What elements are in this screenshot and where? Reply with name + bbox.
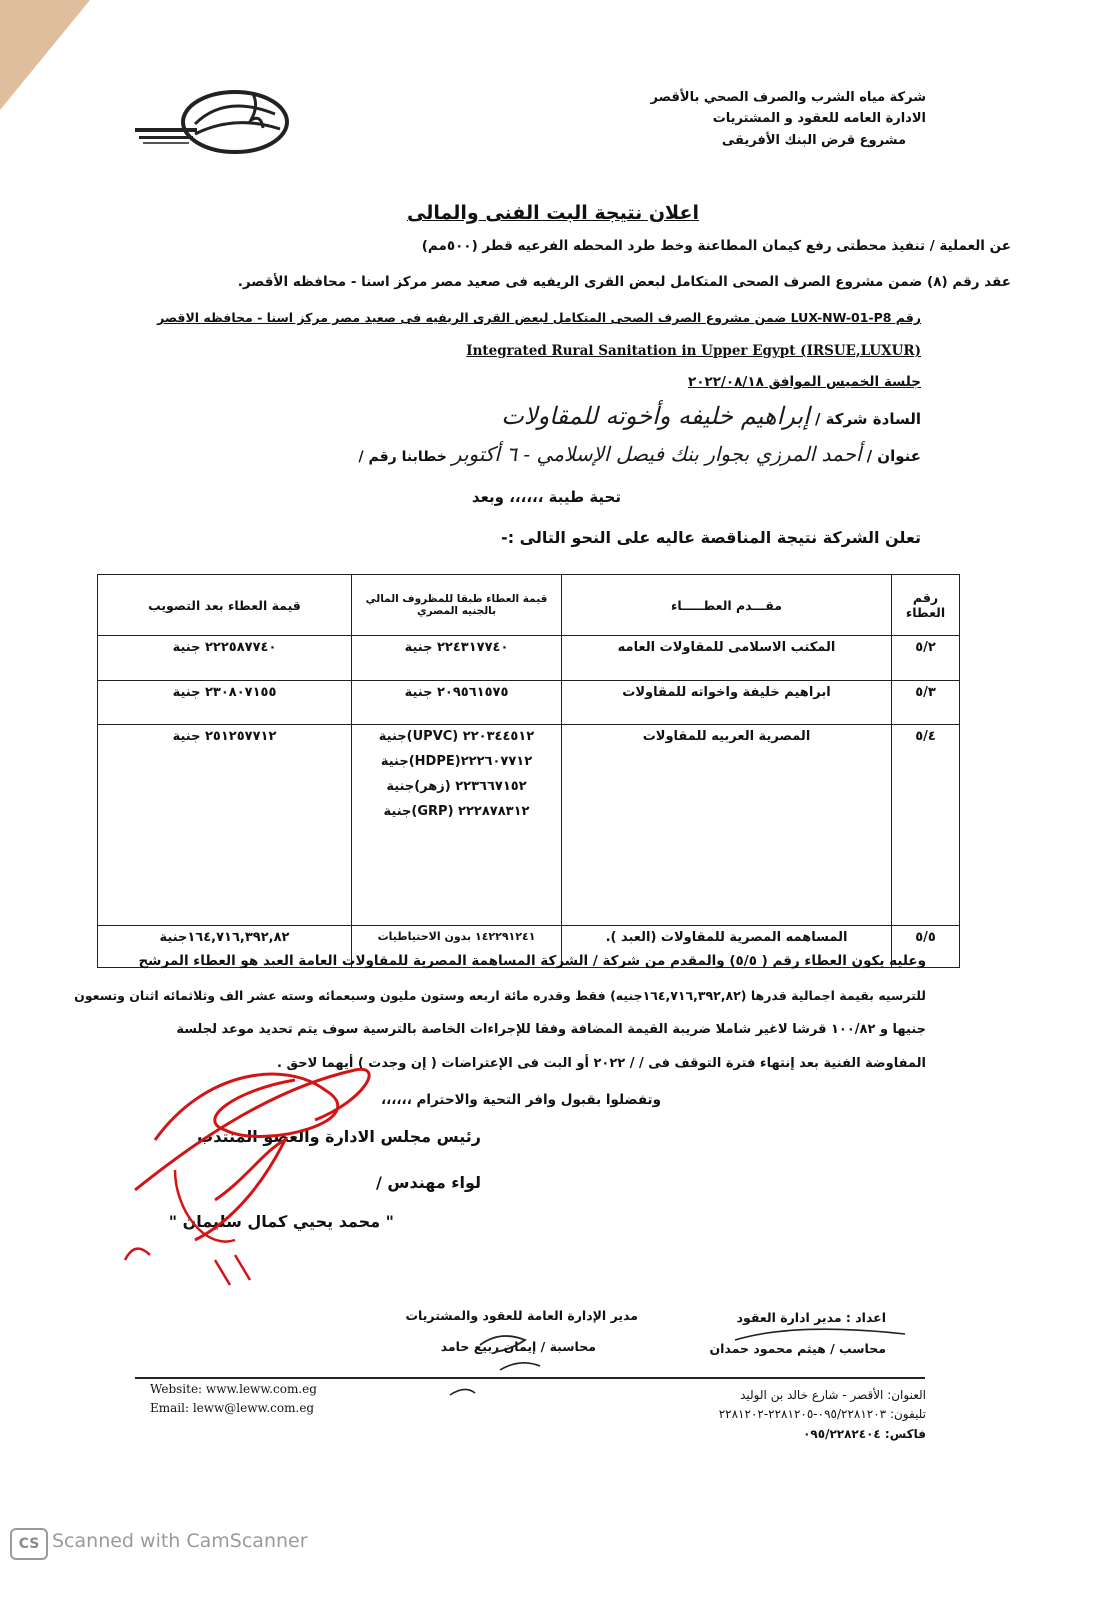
bid-value: ٢٢٤٣١٧٧٤٠ جنية	[404, 640, 509, 655]
english-project-name: Integrated Rural Sanitation in Upper Egypt (IRSUE,LUXUR)	[466, 343, 921, 359]
bidder-name: ابراهيم خليفة واخواته للمقاولات	[562, 680, 892, 725]
table-row	[98, 636, 960, 681]
letter-number-label: خطابنا رقم /	[358, 449, 447, 465]
table-row	[98, 680, 960, 725]
bid-number: ٥/٤	[892, 725, 960, 926]
bid-value: ٢٢٣٦٦٧١٥٢ (زهر)جنية	[386, 779, 527, 795]
addressee-address-label: عنوان /	[866, 447, 921, 465]
session-line: جلسة الخميس الموافق ٢٠٢٢/٠٨/١٨	[688, 374, 921, 390]
bid-value: ٢٢٢٦٠٧٧١٢(HDPE)جنية	[380, 754, 533, 770]
bid-value: ٢٢٠٣٤٤٥١٢ (UPVC)جنية	[378, 729, 535, 745]
addressee-company-line	[501, 402, 921, 430]
decision-line: للترسيه بقيمة اجمالية قدرها (١٦٤,٧١٦,٣٩٢,٨٢جنيه) فقط وقدره مائة اربعه وستون مليون وسبعمائه وسته عشر الف وثلاثمائه اثنان وتسعون	[74, 988, 926, 1003]
bid-value: ٢٠٩٥٦١٥٧٥ جنية	[404, 684, 509, 700]
col-header-value-corrected: قيمة العطاء بعد التصويب	[98, 575, 352, 636]
manager-signature	[730, 1320, 920, 1350]
announcement: تعلن الشركة نتيجة المناقصة عاليه على النحو التالى :-	[501, 528, 921, 547]
footer-fax: فاكس: ٠٩٥/٢٢٨٢٤٠٤	[803, 1427, 926, 1441]
bid-value-corrected: ٢٥١٢٥٧٧١٢ جنية	[98, 725, 352, 926]
page-title: اعلان نتيجة البت الفنى والمالى	[407, 202, 699, 224]
signatory-rank: لواء مهندس /	[375, 1173, 481, 1192]
bid-value-corrected: ٢٣٠٨٠٧١٥٥ جنية	[98, 680, 352, 725]
decision-line: وعليه يكون العطاء رقم ( ٥/٥) والمقدم من شركة / الشركة المساهمة المصرية للمقاولات العامة العبد هو العطاء المرشح	[138, 953, 926, 969]
bid-number: ٥/٥	[892, 926, 960, 968]
bid-number: ٥/٢	[892, 636, 960, 681]
addressee-address-handwritten: أحمد المرزي بجوار بنك فيصل الإسلامي - ٦ أكتوبر	[451, 442, 862, 466]
table-header-row	[98, 575, 960, 636]
bid-value-corrected: ٢٢٢٥٨٧٧٤٠ جنية	[98, 636, 352, 681]
prepared-by-name: محاسب / هيثم محمود حمدان	[709, 1341, 886, 1356]
general-manager-title: مدير الإدارة العامة للعقود والمشتريات	[405, 1308, 638, 1323]
bidder-name: المكتب الاسلامى للمقاولات العامه	[562, 636, 892, 681]
decision-line: المفاوضة الفنية بعد إنتهاء فترة التوقف فى / / ٢٠٢٢ أو البت فى الإعتراضات ( إن وجدت ) أيهما لاحق .	[277, 1056, 926, 1071]
col-header-bidder: مقـــدم العطـــــاء	[562, 575, 892, 636]
black-signature	[440, 1315, 600, 1405]
bid-value-opened	[352, 680, 562, 725]
bid-value-opened	[352, 725, 562, 926]
bid-value: ٢٢٢٨٧٨٣١٢ (GRP)جنية	[383, 804, 530, 820]
reference-line: رقم LUX-NW-01-P8 ضمن مشروع الصرف الصحى المتكامل لبعض القرى الريفيه فى صعيد مصر مركز اسنا - محافظه الاقصر	[157, 310, 921, 325]
footer-website: Website: www.leww.com.eg	[150, 1382, 317, 1396]
header-company: شركة مياه الشرب والصرف الصحي بالأقصر	[650, 90, 926, 105]
table-row	[98, 725, 960, 926]
decision-line: جنيها و ١٠٠/٨٢ قرشا لاغير شاملا ضريبة القيمة المضافة وفقا للإجراءات الخاصة بالترسية سوف يتم تحديد موعد لجلسة	[176, 1022, 926, 1037]
bidder-name: المساهمه المصرية للمقاولات (العبد ).	[562, 926, 892, 968]
prepared-by-title: اعداد : مدير ادارة العقود	[736, 1310, 886, 1325]
col-header-number: رقم العطاء	[892, 575, 960, 636]
bid-value-opened	[352, 636, 562, 681]
contract-line: عقد رقم (٨) ضمن مشروع الصرف الصحى المتكامل لبعض القرى الريفيه فى صعيد مصر مركز اسنا - محافظه الأقصر.	[237, 274, 1011, 290]
addressee-company-label: السادة شركة /	[814, 410, 921, 428]
red-signature	[115, 1030, 415, 1290]
general-manager-name: محاسبة / إيمان ربيع حامد	[440, 1339, 596, 1354]
bidder-name: المصرية العربيه للمقاولات	[562, 725, 892, 926]
bids-table	[97, 574, 960, 968]
footer-divider	[135, 1377, 925, 1379]
operation-line: عن العملية / تنفيذ محطتى رفع كيمان المطاعنة وخط طرد المحطه الفرعيه قطر (٥٠٠مم)	[421, 238, 1011, 254]
footer-email: Email: leww@leww.com.eg	[150, 1401, 315, 1415]
addressee-company-handwritten: إبراهيم خليفه وأخوته للمقاولات	[501, 402, 810, 430]
bid-value: ١٤٢٢٩١٢٤١ بدون الاحتياطيات	[377, 930, 536, 944]
signatory-role: رئيس مجلس الادارة والعضو المنتدب	[197, 1127, 481, 1146]
signatory-name: " محمد يحيي كمال سليمان "	[168, 1212, 394, 1231]
header-department: الادارة العامه للعقود و المشتريات	[712, 111, 926, 126]
greeting: تحية طيبة ،،،،،، وبعد	[471, 488, 621, 506]
col-header-value-opened: قيمة العطاء طبقا للمظروف المالي بالجنيه المصري	[352, 575, 562, 636]
camscanner-watermark: Scanned with CamScanner	[52, 1530, 308, 1552]
company-logo	[135, 84, 295, 164]
bid-value-corrected: ١٦٤,٧١٦,٣٩٢,٨٢جنية	[98, 926, 352, 968]
footer-address: العنوان: الأقصر - شارع خالد بن الوليد	[740, 1388, 926, 1402]
bid-number: ٥/٣	[892, 680, 960, 725]
addressee-address-line	[359, 442, 921, 466]
closing-line: وتفضلوا بقبول وافر التحية والاحترام ،،،،،،	[381, 1092, 661, 1108]
footer-phone: تليفون: ٠٩٥/٢٢٨١٢٠٣-٢٢٨١٢٠٥-٢٢٨١٢٠٢	[718, 1407, 926, 1421]
header-project: مشروع قرض البنك الأفريقى	[721, 133, 906, 148]
camscanner-logo: CS	[10, 1528, 48, 1560]
page-corner-fold	[0, 0, 90, 110]
